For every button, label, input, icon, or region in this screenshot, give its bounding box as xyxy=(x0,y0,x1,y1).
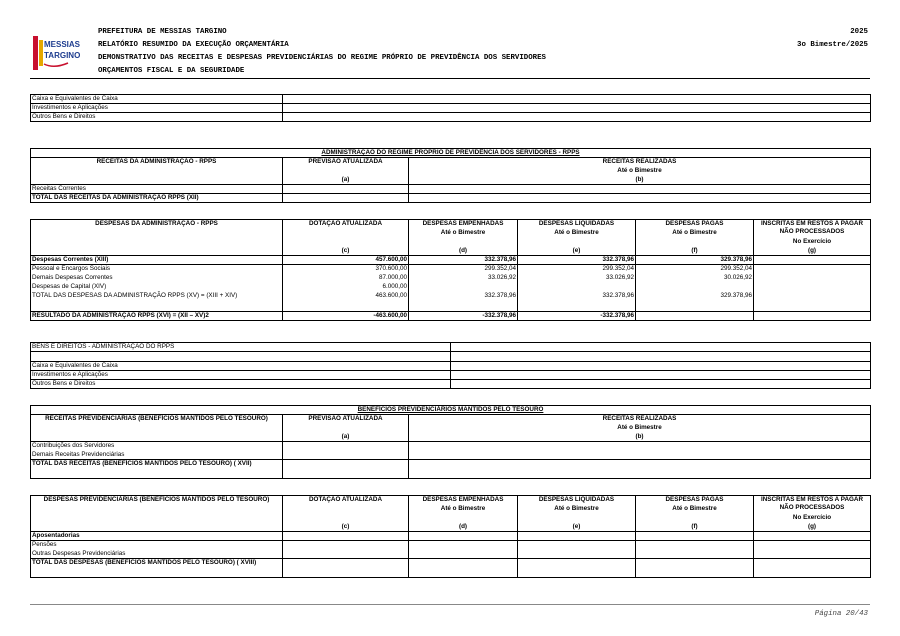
city-logo xyxy=(30,34,81,74)
value-restos xyxy=(754,256,871,265)
value-empenhadas: 33.026,92 xyxy=(409,274,518,283)
table-row xyxy=(31,283,871,292)
value-dotacao: 6.000,00 xyxy=(283,283,409,292)
ben-receitas-col-real: RECEITAS REALIZADAS xyxy=(409,415,871,424)
value-dotacao: 370.600,00 xyxy=(283,265,409,274)
ben-receitas-col-prev-letter: (a) xyxy=(283,433,409,442)
col-dotacao-letter: (c) xyxy=(283,523,409,532)
value-restos xyxy=(754,274,871,283)
asset-label: Investimentos e Aplicações xyxy=(31,104,283,113)
value-dotacao: 457.600,00 xyxy=(283,256,409,265)
table-row xyxy=(31,541,871,550)
value-dotacao: 87.000,00 xyxy=(283,274,409,283)
table-row xyxy=(31,95,871,104)
ben-receitas-table xyxy=(30,405,871,479)
bens-adm-table xyxy=(30,342,871,389)
adm-despesas-table xyxy=(30,219,871,321)
value-restos xyxy=(754,292,871,312)
value-liquidadas: -332.378,96 xyxy=(518,312,636,321)
col-restos-sub: No Exercício xyxy=(754,238,871,247)
row-label: Pensões xyxy=(31,541,283,550)
adm-despesas-col-label: DESPESAS DA ADMINISTRAÇÃO - RPPS xyxy=(31,220,283,229)
adm-section-title: ADMINISTRAÇÃO DO REGIME PRÓPRIO DE PREVIDÊNCIA DOS SERVIDORES - RPPS xyxy=(31,149,871,158)
col-empenhadas-sub: Até o Bimestre xyxy=(409,505,518,514)
row-label: Aposentadorias xyxy=(31,532,283,541)
assets-top-table xyxy=(30,94,871,122)
header-rule xyxy=(30,78,870,79)
col-restos: INSCRITAS EM RESTOS A PAGAR NÃO PROCESSADOS xyxy=(754,496,871,514)
value-pagas xyxy=(636,283,754,292)
result-label: RESULTADO DA ADMINISTRAÇÃO RPPS (XVI) = (XII – XV)2 xyxy=(31,312,283,321)
adm-receitas-col-label: RECEITAS DA ADMINISTRAÇÃO - RPPS xyxy=(31,158,283,167)
table-row xyxy=(31,371,871,380)
col-pagas-sub: Até o Bimestre xyxy=(636,505,754,514)
header-statement-title: DEMONSTRATIVO DAS RECEITAS E DESPESAS PREVIDENCIÁRIAS DO REGIME PRÓPRIO DE PREVIDÊNCIA DOS SERVIDORES xyxy=(98,54,546,62)
value-liquidadas: 332.378,96 xyxy=(518,256,636,265)
col-empenhadas-letter: (d) xyxy=(409,247,518,256)
value-pagas xyxy=(636,312,754,321)
value-pagas: 329.378,96 xyxy=(636,256,754,265)
value-empenhadas: 332.378,96 xyxy=(409,292,518,312)
value-dotacao: -463.600,00 xyxy=(283,312,409,321)
table-row xyxy=(31,104,871,113)
col-restos-sub: No Exercício xyxy=(754,514,871,523)
col-pagas-letter: (f) xyxy=(636,247,754,256)
col-dotacao-letter: (c) xyxy=(283,247,409,256)
col-liquidadas-sub: Até o Bimestre xyxy=(518,505,636,514)
header-year: 2025 xyxy=(850,28,868,36)
value-restos xyxy=(754,283,871,292)
table-row xyxy=(31,265,871,274)
value-pagas: 299.352,04 xyxy=(636,265,754,274)
bens-adm-title: BENS E DIREITOS - ADMINISTRAÇÃO DO RPPS xyxy=(31,343,451,352)
table-row xyxy=(31,380,871,389)
adm-receitas-col-prev-letter: (a) xyxy=(283,176,409,185)
table-row xyxy=(31,362,871,371)
page-number: Página 20/43 xyxy=(814,610,868,618)
adm-receitas-col-real-sub: Até o Bimestre xyxy=(409,167,871,176)
table-row xyxy=(31,559,871,578)
value-liquidadas: 33.026,92 xyxy=(518,274,636,283)
value-liquidadas xyxy=(518,283,636,292)
ben-section-title: BENEFÍCIOS PREVIDENCIÁRIOS MANTIDOS PELO TESOURO xyxy=(31,406,871,415)
col-restos: INSCRITAS EM RESTOS A PAGAR NÃO PROCESSADOS xyxy=(754,220,871,238)
col-liquidadas-letter: (e) xyxy=(518,523,636,532)
logo-text-bottom: TARGINO xyxy=(44,51,81,60)
col-liquidadas-letter: (e) xyxy=(518,247,636,256)
value-empenhadas: 299.352,04 xyxy=(409,265,518,274)
ben-receitas-col-real-sub: Até o Bimestre xyxy=(409,424,871,433)
asset-label: Caixa e Equivalentes de Caixa xyxy=(31,95,283,104)
table-row xyxy=(31,451,871,460)
logo-text-top: MESSIAS xyxy=(44,40,81,49)
col-dotacao: DOTAÇÃO ATUALIZADA xyxy=(283,220,409,229)
asset-label: Investimentos e Aplicações xyxy=(31,371,451,380)
col-empenhadas: DESPESAS EMPENHADAS xyxy=(409,220,518,229)
col-pagas-letter: (f) xyxy=(636,523,754,532)
ben-receitas-col-real-letter: (b) xyxy=(409,433,871,442)
col-restos-letter: (g) xyxy=(754,247,871,256)
row-label: TOTAL DAS DESPESAS DA ADMINISTRAÇÃO RPPS (XV) = (XIII + XIV) xyxy=(31,292,283,312)
value-empenhadas: -332.378,96 xyxy=(409,312,518,321)
total-row-label: TOTAL DAS RECEITAS (BENEFÍCIOS MANTIDOS PELO TESOURO) ( XVII) xyxy=(31,460,283,479)
row-label: Demais Despesas Correntes xyxy=(31,274,283,283)
row-label: Despesas de Capital (XIV) xyxy=(31,283,283,292)
value-pagas: 329.378,96 xyxy=(636,292,754,312)
asset-label: Caixa e Equivalentes de Caixa xyxy=(31,362,451,371)
col-liquidadas-sub: Até o Bimestre xyxy=(518,229,636,238)
adm-receitas-col-prev: PREVISÃO ATUALIZADA xyxy=(283,158,409,167)
asset-label: Outros Bens e Direitos xyxy=(31,380,451,389)
table-row xyxy=(31,185,871,194)
row-label: Demais Receitas Previdenciárias xyxy=(31,451,283,460)
col-empenhadas-sub: Até o Bimestre xyxy=(409,229,518,238)
col-liquidadas: DESPESAS LIQUIDADAS xyxy=(518,220,636,229)
adm-receitas-col-real-letter: (b) xyxy=(409,176,871,185)
table-row xyxy=(31,274,871,283)
value-liquidadas: 332.378,96 xyxy=(518,292,636,312)
total-row-label: TOTAL DAS DESPESAS (BENEFÍCIOS MANTIDOS PELO TESOURO) ( XVIII) xyxy=(31,559,283,578)
header-report-title: RELATÓRIO RESUMIDO DA EXECUÇÃO ORÇAMENTÁRIA xyxy=(98,41,289,49)
row-label: Contribuições dos Servidores xyxy=(31,442,283,451)
row-label: Receitas Correntes xyxy=(31,185,283,194)
table-row xyxy=(31,550,871,559)
ben-receitas-col-label: RECEITAS PREVIDENCIÁRIAS (BENEFÍCIOS MANTIDOS PELO TESOURO) xyxy=(31,415,283,433)
ben-despesas-table xyxy=(30,495,871,578)
row-label: Pessoal e Encargos Sociais xyxy=(31,265,283,274)
col-liquidadas: DESPESAS LIQUIDADAS xyxy=(518,496,636,505)
adm-receitas-col-real: RECEITAS REALIZADAS xyxy=(409,158,871,167)
col-restos-letter: (g) xyxy=(754,523,871,532)
value-liquidadas: 299.352,04 xyxy=(518,265,636,274)
ben-despesas-col-label: DESPESAS PREVIDENCIÁRIAS (BENEFÍCIOS MANTIDOS PELO TESOURO) xyxy=(31,496,283,514)
footer-rule xyxy=(30,604,870,605)
value-dotacao: 463.600,00 xyxy=(283,292,409,312)
col-pagas-sub: Até o Bimestre xyxy=(636,229,754,238)
row-label: Outras Despesas Previdenciárias xyxy=(31,550,283,559)
row-label: Despesas Correntes (XIII) xyxy=(31,256,283,265)
adm-receitas-table xyxy=(30,148,871,203)
table-row xyxy=(31,442,871,451)
header-period: 3o Bimestre/2025 xyxy=(797,41,868,49)
value-pagas: 30.026,92 xyxy=(636,274,754,283)
col-pagas: DESPESAS PAGAS xyxy=(636,496,754,505)
table-row xyxy=(31,194,871,203)
total-row-label: TOTAL DAS RECEITAS DA ADMINISTRAÇÃO RPPS (XII) xyxy=(31,194,283,203)
table-row xyxy=(31,113,871,122)
value-empenhadas: 332.378,96 xyxy=(409,256,518,265)
ben-receitas-col-prev: PREVISÃO ATUALIZADA xyxy=(283,415,409,424)
col-empenhadas: DESPESAS EMPENHADAS xyxy=(409,496,518,505)
value-empenhadas xyxy=(409,283,518,292)
col-dotacao: DOTAÇÃO ATUALIZADA xyxy=(283,496,409,505)
col-empenhadas-letter: (d) xyxy=(409,523,518,532)
table-row xyxy=(31,256,871,265)
table-row xyxy=(31,292,871,312)
table-row xyxy=(31,312,871,321)
header-budget-scope: ORÇAMENTOS FISCAL E DA SEGURIDADE xyxy=(98,67,245,75)
asset-label: Outros Bens e Direitos xyxy=(31,113,283,122)
table-row xyxy=(31,532,871,541)
table-row xyxy=(31,460,871,479)
col-pagas: DESPESAS PAGAS xyxy=(636,220,754,229)
value-restos xyxy=(754,265,871,274)
value-restos xyxy=(754,312,871,321)
header-municipality: PREFEITURA DE MESSIAS TARGINO xyxy=(98,28,227,36)
